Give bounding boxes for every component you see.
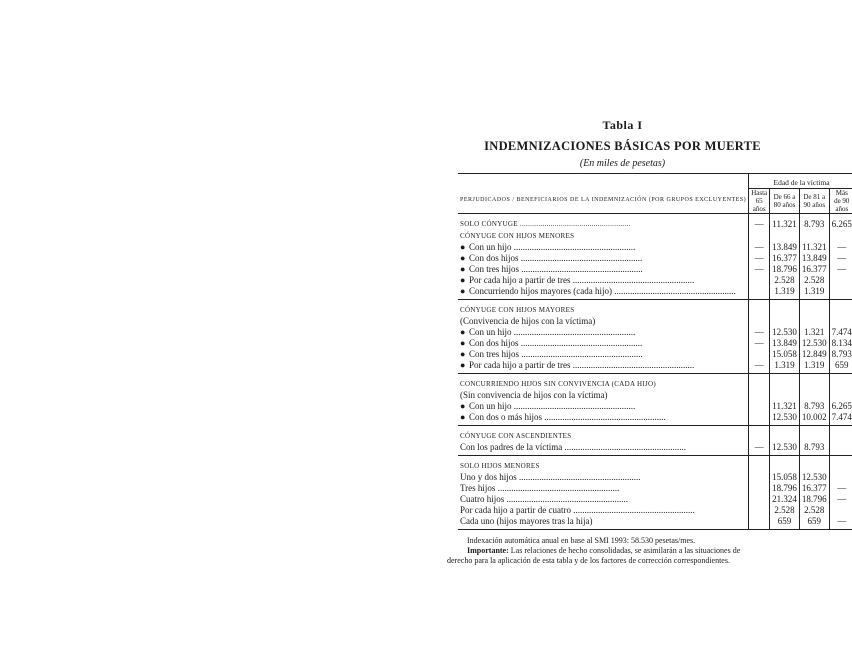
bullet-icon: ●: [460, 253, 466, 263]
table-row: [458, 275, 852, 286]
cell-value: [749, 349, 770, 360]
cell-value: 2.528: [799, 505, 829, 516]
note-continuation: derecho para la aplicación de esta tabla y de los factores de corrección correspondientes.: [447, 556, 730, 565]
bullet-icon: ●: [460, 338, 466, 348]
row-label: Con tres hijos .....: [469, 264, 643, 274]
cell-value: 8.793: [831, 349, 852, 359]
note-important: [455, 546, 790, 556]
row-label: Tres hijos .....: [460, 483, 619, 493]
row-header-label: PERJUDICADOS / BENEFICIARIOS DE LA INDEMNIZACIÓN (POR GRUPOS EXCLUYENTES): [458, 189, 749, 214]
cell-value: 18.796: [770, 483, 800, 494]
cell-value: 12.849: [799, 349, 829, 360]
table-row: [458, 494, 852, 505]
table-row: [458, 442, 852, 456]
table-row: [458, 327, 852, 338]
note-important-label: Importante:: [467, 546, 509, 555]
table-row: [458, 253, 852, 264]
table-row: [458, 264, 852, 275]
cell-value: 15.058: [770, 472, 800, 483]
section-heading: CÓNYUGE CON ASCENDIENTES: [460, 432, 572, 440]
cell-value: —: [749, 218, 770, 230]
row-label: Con dos hijos .....: [469, 338, 642, 348]
cell-value: 8.134: [831, 338, 852, 348]
section-heading: CÓNYUGE CON HIJOS MAYORES: [460, 306, 575, 314]
section-heading-row: [458, 460, 852, 472]
row-label: Concurriendo hijos mayores (cada hijo) .....: [469, 286, 736, 296]
cell-value: 11.321: [770, 401, 800, 412]
cell-value: [749, 516, 770, 530]
table-row: [458, 218, 852, 230]
cell-value: [749, 472, 770, 483]
section-heading-row: [458, 430, 852, 442]
row-label: Cuatro hijos .....: [460, 494, 628, 504]
cell-value: —: [749, 264, 770, 275]
section-heading: CONCURRIENDO HIJOS SIN CONVIVENCIA (CADA HIJO): [460, 380, 656, 388]
cell-value: 1.319: [770, 286, 800, 300]
table-row: [458, 412, 852, 426]
section-heading: SOLO HIJOS MENORES: [460, 462, 540, 470]
cell-value: 16.377: [799, 483, 829, 494]
cell-value: 11.321: [770, 218, 800, 230]
row-label: Cada uno (hijos mayores tras la hija): [460, 516, 593, 526]
cell-value: 12.530: [770, 327, 800, 338]
cell-value: 659: [829, 360, 852, 374]
cell-value: 11.321: [799, 242, 829, 253]
cell-value: [749, 494, 770, 505]
indemnity-table: [458, 173, 852, 530]
cell-value: 16.377: [799, 264, 829, 275]
row-label: Con un hijo .....: [469, 242, 635, 252]
cell-value: 12.530: [799, 338, 829, 349]
col-header-2: De 66 a 80 años: [770, 189, 800, 214]
table-row: [458, 349, 852, 360]
cell-value: 2.528: [770, 505, 800, 516]
table-notes: [447, 536, 790, 566]
cell-value: 8.793: [799, 442, 829, 456]
cell-value: —: [837, 242, 847, 252]
cell-value: 659: [770, 516, 800, 530]
row-label: Con un hijo .....: [469, 401, 635, 411]
cell-value: [829, 275, 852, 286]
cell-value: 21.324: [770, 494, 800, 505]
row-header-spacer: [458, 174, 749, 189]
cell-value: [749, 275, 770, 286]
table-row: [458, 242, 852, 253]
cell-value: 659: [799, 516, 829, 530]
cell-value: —: [837, 483, 847, 493]
bullet-icon: ●: [460, 327, 466, 337]
bullet-icon: ●: [460, 401, 466, 411]
cell-value: 13.849: [799, 253, 829, 264]
cell-value: 18.796: [770, 264, 800, 275]
table-row: [458, 472, 852, 483]
row-label: Por cada hijo a partir de cuatro .....: [460, 505, 695, 515]
cell-value: 1.319: [799, 286, 829, 300]
bullet-icon: ●: [460, 412, 466, 422]
row-label: Con los padres de la víctima .....: [460, 442, 686, 452]
cell-value: [749, 401, 770, 412]
bullet-icon: ●: [460, 264, 466, 274]
bullet-icon: ●: [460, 275, 466, 285]
table-row: [458, 505, 852, 516]
cell-value: 7.474: [831, 327, 852, 337]
section-subheading-row: [458, 316, 852, 327]
bullet-icon: ●: [460, 349, 466, 359]
col-header-1: Hasta 65 años: [749, 189, 770, 214]
row-label: Con dos hijos .....: [469, 253, 642, 263]
document-page: [447, 118, 852, 566]
age-group-header: Edad de la víctima: [749, 174, 852, 189]
col-header-4: Más de 90 años: [829, 189, 852, 214]
table-row: [458, 483, 852, 494]
cell-value: [749, 505, 770, 516]
cell-value: [829, 472, 852, 483]
cell-value: 12.530: [770, 442, 800, 456]
section-heading-row: [458, 378, 852, 390]
cell-value: 12.530: [799, 472, 829, 483]
row-label: Con un hijo .....: [469, 327, 635, 337]
cell-value: 1.319: [770, 360, 800, 374]
cell-value: 6.265: [831, 219, 852, 229]
cell-value: [749, 483, 770, 494]
cell-value: —: [749, 327, 770, 338]
cell-value: —: [749, 242, 770, 253]
cell-value: 1.321: [799, 327, 829, 338]
row-label: Con tres hijos .....: [469, 349, 643, 359]
section-subheading: (Sin convivencia de hijos con la víctima): [460, 390, 608, 400]
cell-value: 6.265: [831, 401, 852, 411]
cell-value: 15.058: [770, 349, 800, 360]
cell-value: 8.793: [799, 218, 829, 230]
cell-value: [829, 286, 852, 300]
table-row: [458, 286, 852, 300]
table-row: [458, 360, 852, 374]
note-indexation: Indexación automática anual en base al SMI 1993: 58.530 pesetas/mes.: [467, 536, 696, 545]
cell-value: —: [837, 264, 847, 274]
bullet-icon: ●: [460, 286, 466, 296]
bullet-icon: ●: [460, 360, 466, 370]
cell-value: [749, 286, 770, 300]
table-label: Tabla I: [602, 118, 643, 132]
table-units: (En miles de pesetas): [579, 158, 666, 169]
cell-value: —: [829, 516, 852, 530]
row-label: Por cada hijo a partir de tres .....: [469, 275, 694, 285]
section-heading-row: [458, 230, 852, 242]
cell-value: 2.528: [770, 275, 800, 286]
col-header-3: De 81 a 90 años: [799, 189, 829, 214]
cell-value: 8.793: [799, 401, 829, 412]
table-title: INDEMNIZACIONES BÁSICAS POR MUERTE: [484, 139, 761, 153]
table-body: [458, 214, 852, 530]
cell-value: 2.528: [799, 275, 829, 286]
cell-value: 13.849: [770, 242, 800, 253]
cell-value: 18.796: [799, 494, 829, 505]
cell-value: 16.377: [770, 253, 800, 264]
cell-value: 7.474: [829, 412, 852, 426]
section-heading-row: [458, 304, 852, 316]
cell-value: [829, 442, 852, 456]
cell-value: [829, 505, 852, 516]
cell-value: 1.319: [799, 360, 829, 374]
bullet-icon: ●: [460, 242, 466, 252]
cell-value: 12.530: [770, 412, 800, 426]
row-label: Uno y dos hijos .....: [460, 472, 641, 482]
cell-value: —: [837, 494, 847, 504]
table-row: [458, 338, 852, 349]
note-important-text: Las relaciones de hecho consolidadas, se asimilarán a las situaciones de: [510, 546, 741, 555]
row-label: Con dos o más hijos .....: [469, 412, 666, 422]
row-label: Por cada hijo a partir de tres .....: [469, 360, 694, 370]
table-row: [458, 516, 852, 530]
cell-value: 13.849: [770, 338, 800, 349]
cell-value: [749, 412, 770, 426]
cell-value: —: [837, 253, 847, 263]
cell-value: 10.002: [799, 412, 829, 426]
cell-value: —: [749, 338, 770, 349]
section-heading: CÓNYUGE CON HIJOS MENORES: [460, 232, 575, 240]
section-subheading: (Convivencia de hijos con la víctima): [460, 316, 596, 326]
cell-value: —: [749, 253, 770, 264]
table-row: [458, 401, 852, 412]
cell-value: —: [749, 442, 770, 456]
cell-value: —: [749, 360, 770, 374]
row-label: SOLO CÓNYUGE .....: [460, 220, 631, 228]
section-subheading-row: [458, 390, 852, 401]
